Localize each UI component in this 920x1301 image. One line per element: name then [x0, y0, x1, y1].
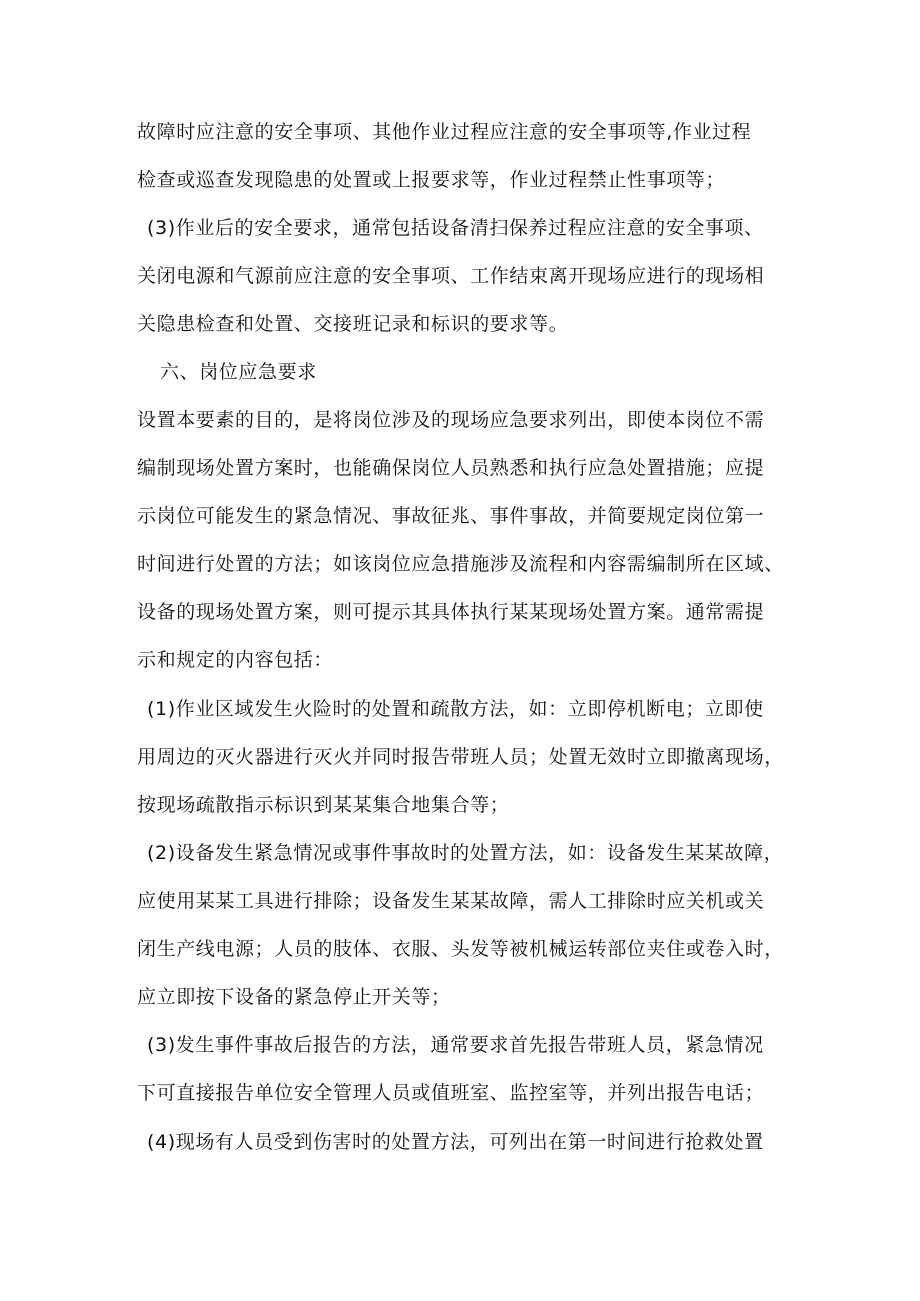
item-3-line-2: 关闭电源和气源前应注意的安全事项、工作结束离开现场应进行的现场相 [137, 265, 765, 287]
text-line-11: 设备的现场处置方案，则可提示其具体执行某某现场处置方案。通常需提 [137, 601, 765, 623]
text-line-8: 编制现场处置方案时，也能确保岗位人员熟悉和执行应急处置措施；应提 [137, 457, 765, 479]
item-3b-line-2: 下可直接报告单位安全管理人员或值班室、监控室等，并列出报告电话； [137, 1082, 765, 1104]
item-2-line-4: 应立即按下设备的紧急停止开关等； [137, 986, 451, 1008]
item-2-line-2: 应使用某某工具进行排除；设备发生某某故障，需人工排除时应关机或关 [137, 890, 765, 912]
text-line-7: 设置本要素的目的，是将岗位涉及的现场应急要求列出，即使本岗位不需 [137, 409, 765, 431]
text-line-12: 示和规定的内容包括： [137, 649, 334, 671]
text-line-9: 示岗位可能发生的紧急情况、事故征兆、事件事故，并简要规定岗位第一 [137, 505, 765, 527]
item-2-line-3: 闭生产线电源；人员的肢体、衣服、头发等被机械运转部位夹住或卷入时， [137, 938, 784, 960]
item-4-line-1: (4)现场有人员受到伤害时的处置方法，可列出在第一时间进行抢救处置 [147, 1131, 764, 1153]
text-line-2: 检查或巡查发现隐患的处置或上报要求等，作业过程禁止性事项等； [137, 169, 726, 191]
text-line-10: 时间进行处置的方法；如该岗位应急措施涉及流程和内容需编制所在区域、 [137, 553, 784, 575]
text-line-1: 故障时应注意的安全事项、其他作业过程应注意的安全事项等,作业过程 [137, 121, 752, 143]
item-1-line-1: (1)作业区域发生火险时的处置和疏散方法，如：立即停机断电；立即使 [147, 698, 764, 720]
item-1-line-3: 按现场疏散指示标识到某某集合地集合等； [137, 794, 510, 816]
item-1-line-2: 用周边的灭火器进行灭火并同时报告带班人员；处置无效时立即撤离现场， [137, 746, 784, 768]
item-3-line-3: 关隐患检查和处置、交接班记录和标识的要求等。 [137, 313, 569, 335]
item-3-line-1: (3)作业后的安全要求，通常包括设备清扫保养过程应注意的安全事项、 [147, 217, 764, 239]
section-heading: 六、岗位应急要求 [160, 361, 317, 383]
item-2-line-1: (2)设备发生紧急情况或事件事故时的处置方法，如：设备发生某某故障， [147, 842, 784, 864]
item-3b-line-1: (3)发生事件事故后报告的方法，通常要求首先报告带班人员，紧急情况 [147, 1034, 764, 1056]
